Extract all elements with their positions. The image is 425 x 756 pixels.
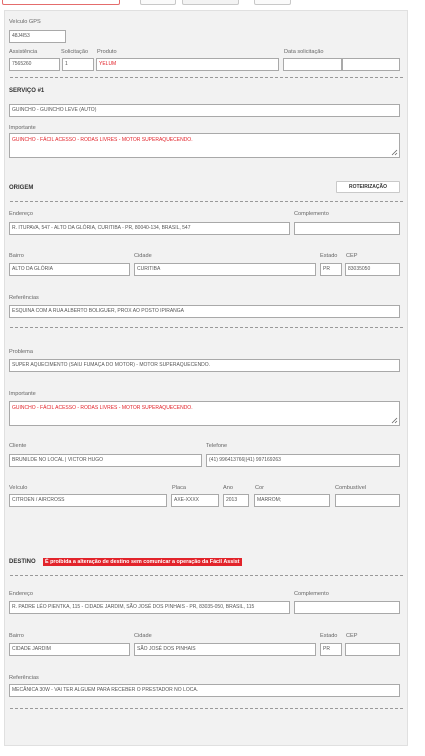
destino-endereco-field[interactable]: R. PADRE LÉO PIENTKA, 115 - CIDADE JARDIM, SÃO JOSÉ DOS PINHAIS - PR, 83035-050, BRASIL, 115 (9, 601, 290, 614)
veiculo-gps-label: Veículo GPS (9, 19, 41, 25)
destino-cidade-label: Cidade (134, 633, 152, 639)
produto-label: Produto (97, 49, 117, 55)
toolbar-button-3[interactable] (182, 0, 239, 5)
destino-complemento-label: Complemento (294, 591, 329, 597)
servico-importante-textarea[interactable] (9, 133, 400, 158)
problema-label: Problema (9, 349, 33, 355)
divider (10, 77, 403, 78)
origem-endereco-field[interactable]: R. ITUPAVA, 547 - ALTO DA GLÓRIA, CURITIBA - PR, 80040-134, BRASIL, 547 (9, 222, 290, 235)
divider (10, 327, 403, 328)
combustivel-field[interactable] (335, 494, 400, 507)
origem-estado-label: Estado (320, 253, 338, 259)
solicitacao-field[interactable]: 1 (62, 58, 94, 71)
toolbar-button-4[interactable] (254, 0, 291, 5)
ano-label: Ano (223, 485, 233, 491)
destino-referencias-field[interactable]: MECÂNICA 30W - VAI TER ALGUEM PARA RECEBER O PRESTADOR NO LOCA. (9, 684, 400, 697)
cor-field[interactable]: MARROM; (254, 494, 330, 507)
assistencia-field[interactable]: 7565260 (9, 58, 60, 71)
combustivel-label: Combustível (335, 485, 367, 491)
origem-referencias-label: Referências (9, 295, 39, 301)
origem-complemento-field[interactable] (294, 222, 400, 235)
cliente-label: Cliente (9, 443, 27, 449)
origem-title: ORIGEM (9, 185, 34, 191)
destino-bairro-field[interactable]: CIDADE JARDIM (9, 643, 130, 656)
destino-warning-badge: É proibida a alteração de destino sem comunicar a operação da Fácil Assist (45, 559, 240, 565)
data-solicitacao-label: Data solicitação (284, 49, 324, 55)
telefone-label: Telefone (206, 443, 228, 449)
destino-complemento-field[interactable] (294, 601, 400, 614)
destino-cep-field[interactable] (345, 643, 400, 656)
placa-label: Placa (172, 485, 186, 491)
servico-importante-text: GUINCHO - FÁCIL ACESSO - RODAS LIVRES - MOTOR SUPERAQUECENDO. (12, 137, 193, 143)
cor-label: Cor (255, 485, 265, 491)
toolbar-button-2[interactable] (140, 0, 176, 5)
produto-field[interactable]: YELUM (96, 58, 279, 71)
origem-cep-field[interactable]: 83035050 (345, 263, 400, 276)
servico-title: SERVIÇO #1 (9, 88, 45, 94)
veiculo-field[interactable]: CITROEN / AIRCROSS (9, 494, 167, 507)
servico-importante-label: Importante (9, 125, 36, 131)
destino-cidade-field[interactable]: SÃO JOSÉ DOS PINHAIS (134, 643, 316, 656)
origem-bairro-label: Bairro (9, 253, 24, 259)
destino-estado-label: Estado (320, 633, 338, 639)
placa-field[interactable]: AXE-XXXX (171, 494, 219, 507)
problema-importante-label: Importante (9, 391, 36, 397)
origem-cidade-field[interactable]: CURITIBA (134, 263, 316, 276)
divider (10, 201, 403, 202)
top-toolbar (0, 0, 425, 6)
cliente-field[interactable]: BRUNILDE NO LOCAL | VICTOR HUGO (9, 454, 202, 467)
origem-cidade-label: Cidade (134, 253, 152, 259)
destino-cep-label: CEP (346, 633, 358, 639)
ano-field[interactable]: 2013 (223, 494, 249, 507)
origem-endereco-label: Endereço (9, 211, 33, 217)
telefone-field[interactable]: (41) 996413766|(41) 997169263 (206, 454, 400, 467)
origem-referencias-field[interactable]: ESQUINA COM A RUA ALBERTO BOLIGUER, PROX AO POSTO IPIRANGA (9, 305, 400, 318)
problema-importante-text: GUINCHO - FÁCIL ACESSO - RODAS LIVRES - MOTOR SUPERAQUECENDO. (12, 405, 193, 411)
toolbar-red-button[interactable] (2, 0, 120, 5)
solicitacao-label: Solicitação (61, 49, 89, 55)
veiculo-label: Veículo (9, 485, 28, 491)
destino-estado-field[interactable]: PR (320, 643, 342, 656)
origem-complemento-label: Complemento (294, 211, 329, 217)
roteirizacao-button[interactable]: ROTEIRIZAÇÃO (336, 181, 400, 193)
origem-estado-field[interactable]: PR (320, 263, 342, 276)
origem-cep-label: CEP (346, 253, 358, 259)
servico-field[interactable]: GUINCHO - GUINCHO LEVE (AUTO) (9, 104, 400, 117)
resize-grip-icon[interactable] (391, 149, 398, 156)
divider (10, 708, 403, 709)
destino-endereco-label: Endereço (9, 591, 33, 597)
data-solicitacao-time-field[interactable] (342, 58, 400, 71)
destino-title: DESTINO (9, 559, 36, 565)
destino-bairro-label: Bairro (9, 633, 24, 639)
data-solicitacao-date-field[interactable] (283, 58, 342, 71)
destino-referencias-label: Referências (9, 675, 39, 681)
assistencia-label: Assistência (9, 49, 38, 55)
veiculo-gps-field[interactable]: 48J4I53 (9, 30, 66, 43)
problema-field[interactable]: SUPER AQUECIMENTO (SAIU FUMAÇA DO MOTOR) - MOTOR SUPERAQUECENDO. (9, 359, 400, 372)
problema-importante-textarea[interactable] (9, 401, 400, 426)
origem-bairro-field[interactable]: ALTO DA GLÓRIA (9, 263, 130, 276)
service-form-panel (4, 10, 408, 746)
divider (10, 575, 403, 576)
resize-grip-icon[interactable] (391, 417, 398, 424)
